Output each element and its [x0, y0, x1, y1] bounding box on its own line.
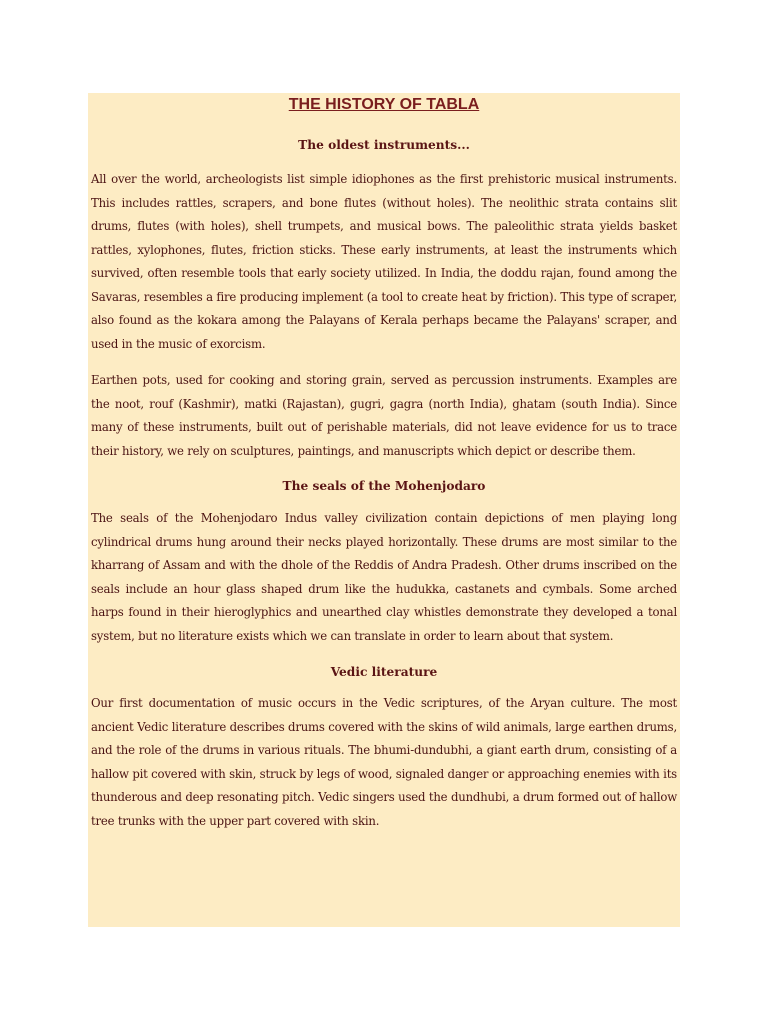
page-title: THE HISTORY OF TABLA: [288, 96, 480, 113]
paragraph-vedic: Our first documentation of music occurs in the Vedic scriptures, of the Aryan culture. The most ancient Vedic literature describes drums covered with the skins of wild animals, large earthen drums, and the role of the drums in various rituals. The bhumi-dundubhi, a giant earth drum, consisting of a hallow pit covered with skin, struck by legs of wood, signaled danger or approaching enemies with its thunderous and deep resonating pitch. Vedic singers used the dundhubi, a drum formed out of hallow tree trunks with the upper part covered with skin.: [91, 696, 677, 828]
paragraph-mohenjodaro: The seals of the Mohenjodaro Indus valley civilization contain depictions of men playing long cylindrical drums hung around their necks played horizontally. These drums are most similar to the kharrang of Assam and with the dhole of the Reddis of Andra Pradesh. Other drums inscribed on the seals include an hour glass shaped drum like the hudukka, castanets and cymbals. Some arched harps found in their hieroglyphics and unearthed clay whistles demonstrate they developed a tonal system, but no literature exists which we can translate in order to learn about that system.: [91, 511, 677, 643]
document-page: [88, 93, 680, 927]
section-heading-vedic-literature: Vedic literature: [330, 665, 438, 679]
section-heading-mohenjodaro-seals: The seals of the Mohenjodaro: [282, 479, 486, 493]
paragraph-prehistoric-instruments: All over the world, archeologists list simple idiophones as the first prehistoric musical instruments. This includes rattles, scrapers, and bone flutes (without holes). The neolithic strata contains slit drums, flutes (with holes), shell trumpets, and musical bows. The paleolithic strata yields basket rattles, xylophones, flutes, friction sticks. These early instruments, at least the instruments which survived, often resemble tools that early society utilized. In India, the doddu rajan, found among the Savaras, resembles a fire producing implement (a tool to create heat by friction). This type of scraper, also found as the kokara among the Palayans of Kerala perhaps became the Palayans' scraper, and used in the music of exorcism.: [91, 172, 677, 351]
paragraph-earthen-pots: Earthen pots, used for cooking and storing grain, served as percussion instruments. Examples are the noot, rouf (Kashmir), matki (Rajastan), gugri, gagra (north India), ghatam (south India). Since many of these instruments, built out of perishable materials, did not leave evidence for us to trace their history, we rely on sculptures, paintings, and manuscripts which depict or describe them.: [91, 373, 677, 458]
section-heading-oldest-instruments: The oldest instruments...: [298, 138, 470, 152]
